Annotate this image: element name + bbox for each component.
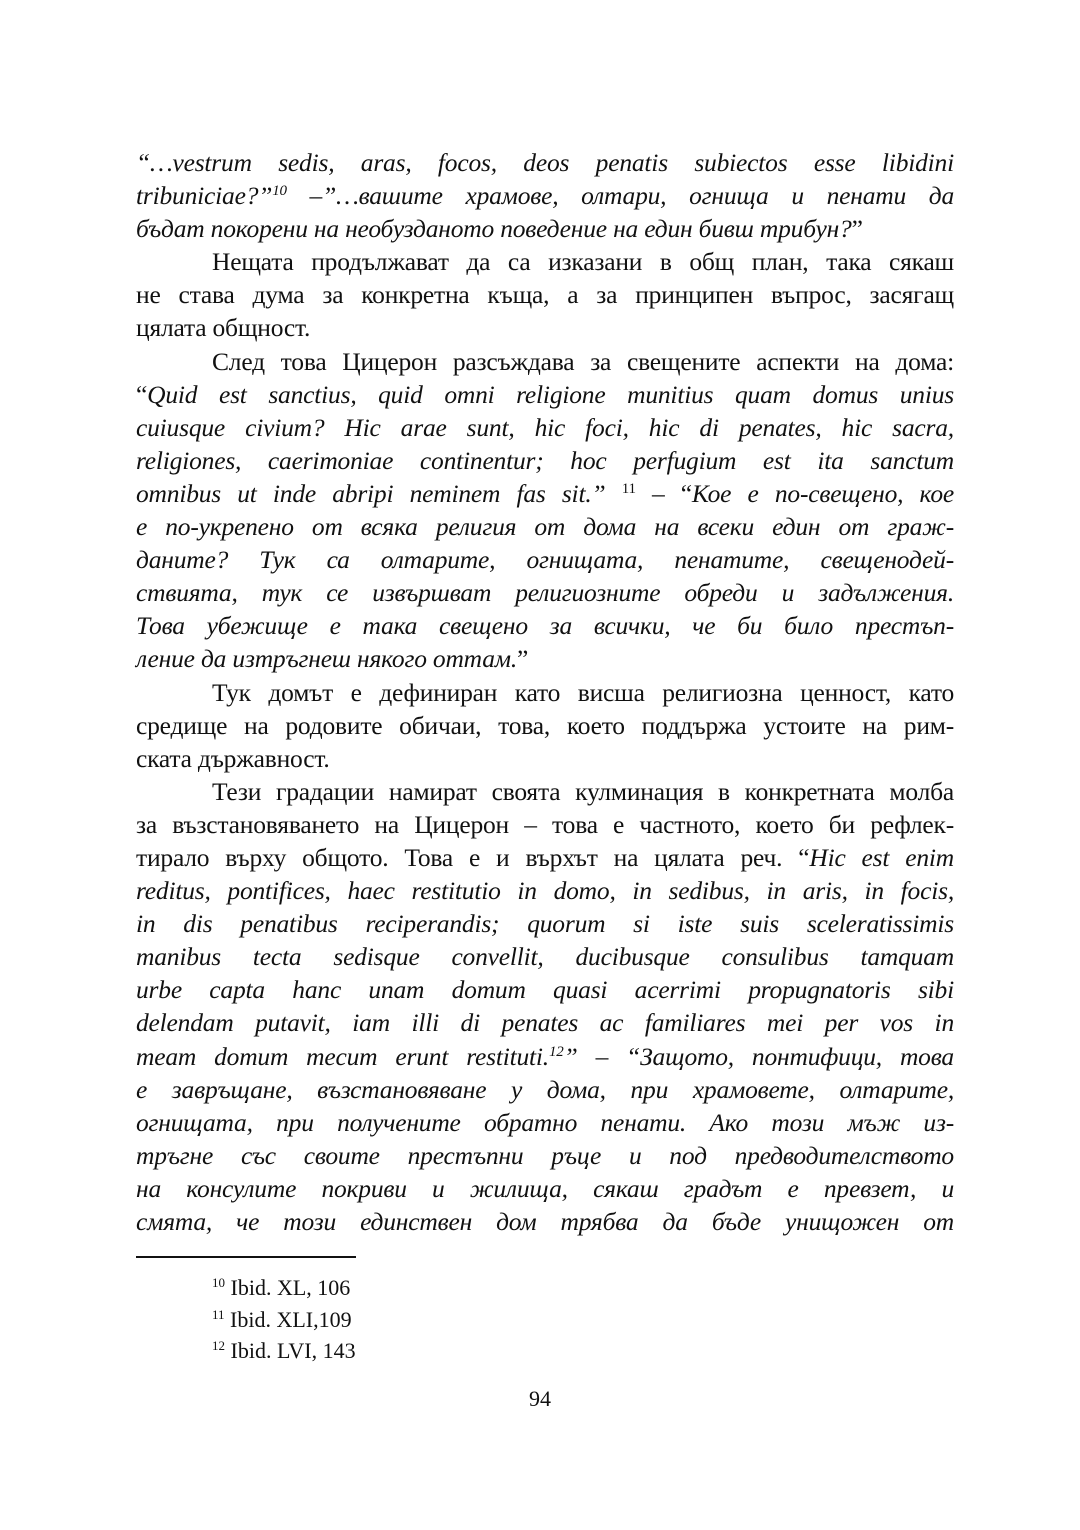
quoted-text: Това убежище е така свещено за всички, че би било престъп- (136, 611, 954, 641)
quoted-text: е по-укрепено от всяка религия от дома на всеки един от граж- (136, 512, 954, 542)
text-line (136, 940, 954, 973)
quoted-text: manibus tecta sedisque convellit, ducibusque consulibus tamquam (136, 942, 954, 972)
text-line (136, 543, 954, 576)
quoted-text: ” – “Защото, понтифици, това (563, 1041, 954, 1071)
footnote-number: 12 (212, 1338, 225, 1353)
text-run: тирало върху общото. Това е и върхът на цялата реч. “ (136, 842, 810, 872)
text-line (136, 874, 954, 907)
text-line (136, 775, 954, 808)
quoted-text: Hic est enim (809, 842, 954, 872)
text-run: “ (136, 379, 148, 409)
quoted-text: in dis penatibus reciperandis; quorum si iste suis sceleratissimis (136, 909, 954, 939)
footnote-12 (212, 1335, 356, 1367)
footnote-number: 10 (212, 1275, 225, 1290)
text-run: Тук домът е дефиниран като висша религиозна ценност, като (212, 677, 954, 707)
text-line (136, 907, 954, 940)
text-line (136, 1139, 954, 1172)
text-line (136, 477, 954, 510)
text-run: Нещата продължават да са изказани в общ план, така сякаш (212, 247, 954, 277)
quoted-text: бъдат покорени на необузданото поведение на един бивш трибун? (136, 214, 852, 244)
quoted-text: meam domum mecum erunt restituti. (136, 1041, 549, 1071)
text-line (136, 1040, 954, 1073)
text-line (136, 1205, 954, 1238)
footnote-text: Ibid. XL, 106 (230, 1275, 351, 1300)
text-line (136, 808, 954, 841)
quoted-text: religiones, caerimoniae continentur; hoc perfugium est ita sanctum (136, 445, 954, 475)
quoted-text: cuiusque civium? Hic arae sunt, hic foci, hic di penates, hic sacra, (136, 412, 954, 442)
text-line (136, 311, 954, 344)
text-line (136, 1172, 954, 1205)
text-run: цялата общност. (136, 313, 311, 343)
quoted-text: даните? Тук са олтарите, огнищата, пенатите, свещенодей- (136, 545, 954, 575)
footnote-reference: 12 (548, 1043, 564, 1060)
text-line (136, 179, 954, 212)
quoted-text: tribuniciae?” (136, 181, 273, 211)
text-line (136, 676, 954, 709)
text-line (136, 444, 954, 477)
quoted-text: огнищата, при получените обратно пенати. Ако този мъж из- (136, 1107, 954, 1137)
text-line (136, 345, 954, 378)
quoted-text: е завръщане, възстановяване у дома, при храмовете, олтарите, (136, 1074, 954, 1104)
footnote-text: Ibid. LVI, 143 (230, 1338, 356, 1363)
text-line (136, 841, 954, 874)
quoted-text: Quid est sanctius, quid omni religione munitius quam domus unius (147, 379, 954, 409)
quoted-text: reditus, pontifices, haec restitutio in domo, in sedibus, in aris, in focis, (136, 876, 954, 906)
footnote-text: Ibid. XLI,109 (230, 1306, 352, 1332)
footnote-reference: 11 (621, 480, 636, 497)
footnote-10 (212, 1272, 356, 1304)
body-text (136, 146, 954, 1238)
quoted-text: Кое е по-свещено, кое (691, 478, 954, 508)
footnote-11 (212, 1304, 356, 1336)
text-line (136, 709, 954, 742)
text-line (136, 576, 954, 609)
quoted-text: –”…вашите храмове, олтари, огнища и пенати да (286, 181, 954, 211)
quoted-text: тръгне със своите престъпни ръце и под предводителството (136, 1140, 954, 1170)
text-run: средище на родовите обичаи, това, което поддържа устоите на рим- (136, 710, 954, 740)
text-line (136, 411, 954, 444)
text-line (136, 742, 954, 775)
text-line (136, 278, 954, 311)
text-line (136, 510, 954, 543)
footnotes (212, 1272, 356, 1367)
text-line (136, 378, 954, 411)
footnote-number: 11 (212, 1306, 225, 1322)
text-run: ската държавност. (136, 743, 330, 773)
footnote-separator (136, 1256, 356, 1258)
text-line (136, 1073, 954, 1106)
text-run: Тези градации намират своята кулминация в конкретната молба (212, 776, 954, 806)
text-run: – “ (635, 478, 692, 508)
quoted-text: ление да изтръгнеш някого оттам. (136, 644, 518, 674)
quoted-text: urbe capta hanc unam domum quasi acerrimi propugnatoris sibi (136, 975, 954, 1005)
page-number: 94 (529, 1386, 551, 1411)
text-line (136, 212, 954, 245)
text-line (136, 1006, 954, 1039)
text-line (136, 609, 954, 642)
text-run: не става дума за конкретна къща, а за принципен въпрос, засягащ (136, 280, 954, 310)
text-line (136, 973, 954, 1006)
quoted-text: ствията, тук се извършват религиозните обреди и задължения. (136, 578, 954, 608)
text-run: за възстановяването на Цицерон – това е частното, което би рефлек- (136, 809, 954, 839)
text-line (136, 245, 954, 278)
quoted-text: на консулите покриви и жилища, сякаш градът е превзет, и (136, 1173, 954, 1203)
text-line (136, 146, 954, 179)
quoted-text: “…vestrum sedis, aras, focos, deos penatis subiectos esse libidini (136, 148, 954, 177)
text-run: ” (851, 214, 863, 244)
quoted-text: delendam putavit, iam illi di penates ac familiares mei per vos in (136, 1008, 954, 1038)
footnote-reference: 10 (272, 183, 287, 200)
text-line (136, 642, 954, 675)
text-run: След това Цицерон разсъждава за свещените аспекти на дома: (212, 346, 954, 376)
text-line (136, 1106, 954, 1139)
quoted-text: omnibus ut inde abripi neminem fas sit.” (136, 478, 622, 508)
text-run: ” (517, 644, 529, 674)
quoted-text: смята, че този единствен дом трябва да бъде унищожен от (136, 1207, 954, 1236)
